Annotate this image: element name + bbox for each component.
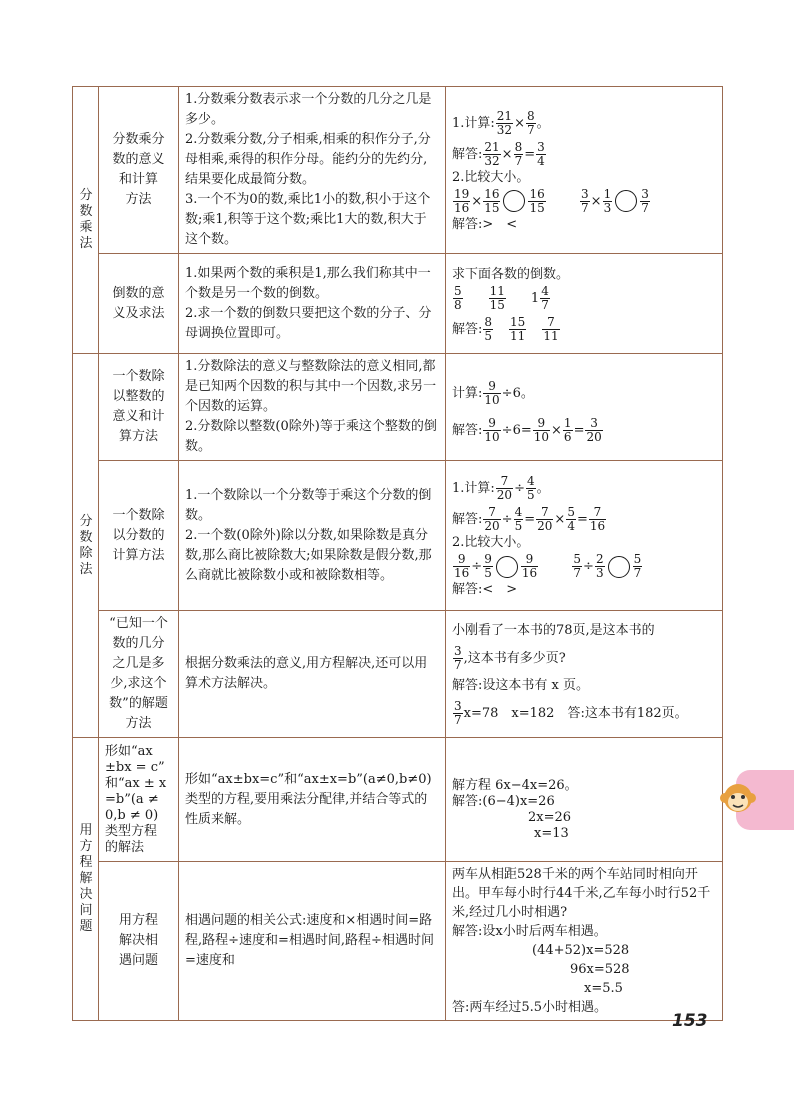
- compare-circle: [608, 556, 630, 578]
- table-row: [73, 611, 723, 738]
- description-cell: 相遇问题的相关公式:速度和×相遇时间=路程,路程÷速度和=相遇时间,路程÷相遇时间=速度和: [179, 862, 446, 1021]
- category-label: 分数乘法: [79, 188, 93, 251]
- example-cell: 求下面各数的倒数。 $\frac{5}{8}$ $\frac{11}{15}$ 1 $\frac{4}{7}$ 解答: $\frac{8}{5}$ $\frac{15}{11}$ $\frac{7}{11}$: [446, 254, 723, 354]
- category-cell: [73, 87, 99, 354]
- description-cell: 1.分数乘分数表示求一个分数的几分之几是多少。 2.分数乘分数,分子相乘,相乘的积作分子,分母相乘,乘得的积作分母。能约分的先约分,结果要化成最简分数。 3.一个不为0的数,乘比1小的数,积小于这个数;乘1,积等于这个数;乘比1大的数,积大于这个数。: [179, 87, 446, 254]
- category-label: 分数除法: [79, 513, 93, 577]
- example-cell: 1.计算: $\frac{7}{20}$ ÷ $\frac{4}{5}$ 。 解答: $\frac{7}{20}$ ÷ $\frac{4}{5}$ = $\frac{7}{20}$ × $\frac{5}{4}$ = $\frac{7}{16}$ 2.比较大小。 $\frac{9}{16}$ ÷ $\frac{9}{5}$ $\frac{9}{16}$ $\frac{5}{7}$ ÷ $\frac{2}{3}$ $\frac{5}{7}$ 解答:< >: [446, 461, 723, 611]
- example-cell: 计算: $\frac{9}{10}$ ÷6。 解答: $\frac{9}{10}$ ÷6= $\frac{9}{10}$ × $\frac{1}{6}$ = $\frac{3}{20}$: [446, 354, 723, 461]
- compare-circle: [503, 190, 525, 212]
- description-cell: 1.分数除法的意义与整数除法的意义相同,都是已知两个因数的积与其中一个因数,求另一个因数的运算。 2.分数除以整数(0除外)等于乘这个整数的倒数。: [179, 354, 446, 461]
- compare-circle: [496, 556, 518, 578]
- description-cell: 1.一个数除以一个分数等于乘这个分数的倒数。 2.一个数(0除外)除以分数,如果除数是真分数,那么商比被除数大;如果除数是假分数,那么商就比被除数小或和被除数相等。: [179, 461, 446, 611]
- topic-cell: 分数乘分 数的意义 和计算 方法: [99, 87, 179, 254]
- example-cell: 1.计算: $\frac{21}{32}$ × $\frac{8}{7}$ 。 解答: $\frac{21}{32}$ × $\frac{8}{7}$ = $\frac{3}{4}$ 2.比较大小。 $\frac{19}{16}$ × $\frac{16}{15}$ $\frac{16}{15}$ $\frac{3}{7}$ × $\frac{1}{3}$ $\frac{3}{7}$ 解答:> <: [446, 87, 723, 254]
- table-row: [73, 862, 723, 1021]
- category-cell: [73, 738, 99, 1021]
- table-row: [73, 738, 723, 862]
- topic-cell: 一个数除 以分数的 计算方法: [99, 461, 179, 611]
- table-row: [73, 254, 723, 354]
- topic-cell: “已知一个 数的几分 之几是多 少,求这个 数”的解题 方法: [99, 611, 179, 738]
- example-cell: 小刚看了一本书的78页,是这本书的 $\frac{3}{7}$ ,这本书有多少页? 解答:设这本书有 x 页。 $\frac{3}{7}$ x=78 x=182 答:这本书有182页。: [446, 611, 723, 738]
- page-number: 153: [672, 1011, 708, 1031]
- monkey-icon: [720, 782, 756, 816]
- topic-cell: 一个数除 以整数的 意义和计 算方法: [99, 354, 179, 461]
- example-cell: 两车从相距528千米的两个车站同时相向开出。甲车每小时行44千米,乙车每小时行52千米,经过几小时相遇? 解答:设x小时后两车相遇。 (44+52)x=528 96x=528 x=5.5 答:两车经过5.5小时相遇。: [446, 862, 723, 1021]
- table-row: [73, 461, 723, 611]
- table-row: [73, 87, 723, 254]
- topic-cell: 倒数的意 义及求法: [99, 254, 179, 354]
- compare-circle: [615, 190, 637, 212]
- topic-cell: 用方程 解决相 遇问题: [99, 862, 179, 1021]
- knowledge-table: [72, 86, 723, 1021]
- example-cell: 解方程 6x−4x=26。 解答:(6−4)x=26 2x=26 x=13: [446, 738, 723, 862]
- description-cell: 1.如果两个数的乘积是1,那么我们称其中一个数是另一个数的倒数。 2.求一个数的倒数只要把这个数的分子、分母调换位置即可。: [179, 254, 446, 354]
- table-row: [73, 354, 723, 461]
- description-cell: 根据分数乘法的意义,用方程解决,还可以用算术方法解决。: [179, 611, 446, 738]
- description-cell: 形如“ax±bx=c”和“ax±x=b”(a≠0,b≠0)类型的方程,要用乘法分配律,并结合等式的性质来解。: [179, 738, 446, 862]
- category-label: 用方程解决问题: [79, 823, 93, 934]
- topic-cell: 形如“ax ±bx = c” 和“ax ± x =b”(a ≠ 0,b ≠ 0) 类型方程 的解法: [99, 738, 179, 862]
- category-cell: [73, 354, 99, 738]
